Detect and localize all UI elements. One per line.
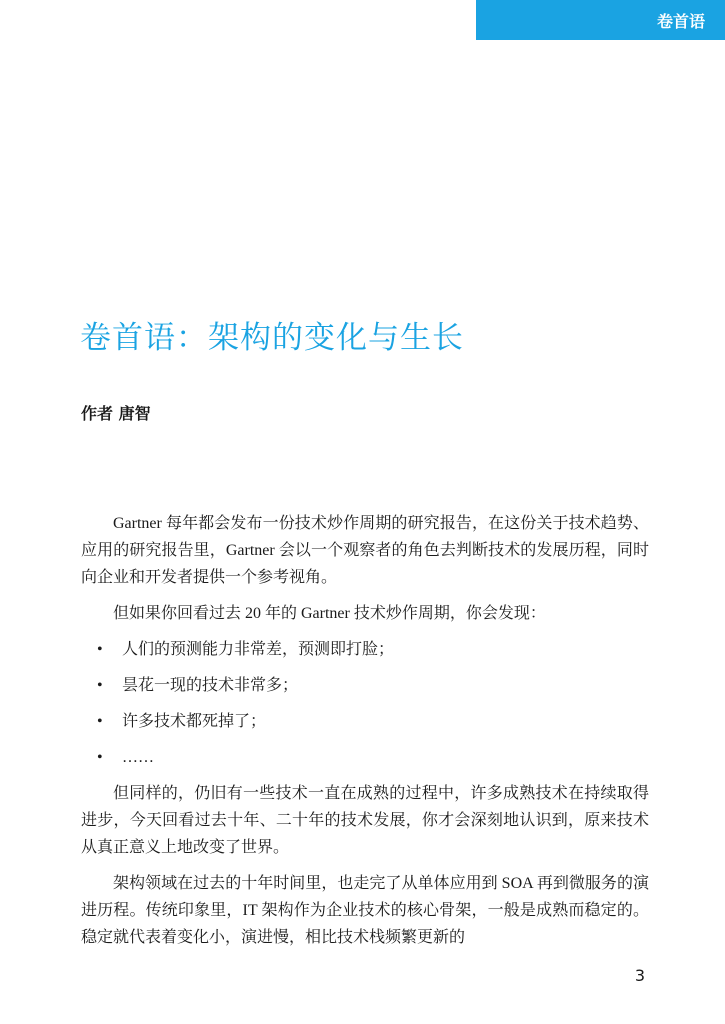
list-item-text: …… bbox=[122, 749, 154, 766]
bullet-icon: • bbox=[97, 641, 103, 658]
list-item bbox=[81, 744, 649, 771]
section-tab-label: 卷首语 bbox=[656, 11, 705, 31]
list-item bbox=[81, 672, 649, 699]
bullet-icon: • bbox=[97, 677, 103, 694]
list-item-text: 许多技术都死掉了； bbox=[122, 713, 267, 730]
page-number: 3 bbox=[634, 966, 645, 985]
section-tab bbox=[476, 0, 725, 40]
paragraph: 架构领域在过去的十年时间里，也走完了从单体应用到 SOA 再到微服务的演进历程。传统印象里，IT 架构作为企业技术的核心骨架，一般是成熟而稳定的。稳定就代表着变化小，演进慢，相比技术栈频繁更新的 bbox=[81, 875, 649, 946]
paragraph: Gartner 每年都会发布一份技术炒作周期的研究报告，在这份关于技术趋势、应用的研究报告里，Gartner 会以一个观察者的角色去判断技术的发展历程，同时向企业和开发者提供一个参考视角。 bbox=[81, 515, 649, 586]
bullet-list bbox=[81, 636, 649, 771]
author-line: 作者 唐智 bbox=[81, 404, 151, 423]
bullet-icon: • bbox=[97, 713, 103, 730]
list-item-text: 人们的预测能力非常差，预测即打脸； bbox=[122, 641, 395, 658]
paragraph: 但同样的，仍旧有一些技术一直在成熟的过程中，许多成熟技术在持续取得进步，今天回看过去十年、二十年的技术发展，你才会深刻地认识到，原来技术从真正意义上地改变了世界。 bbox=[81, 785, 649, 856]
article-body bbox=[81, 510, 649, 960]
paragraph: 但如果你回看过去 20 年的 Gartner 技术炒作周期，你会发现： bbox=[113, 605, 546, 622]
list-item bbox=[81, 708, 649, 735]
bullet-icon: • bbox=[97, 749, 103, 766]
list-item-text: 昙花一现的技术非常多； bbox=[122, 677, 299, 694]
article-title: 卷首语：架构的变化与生长 bbox=[80, 320, 464, 356]
list-item bbox=[81, 636, 649, 663]
